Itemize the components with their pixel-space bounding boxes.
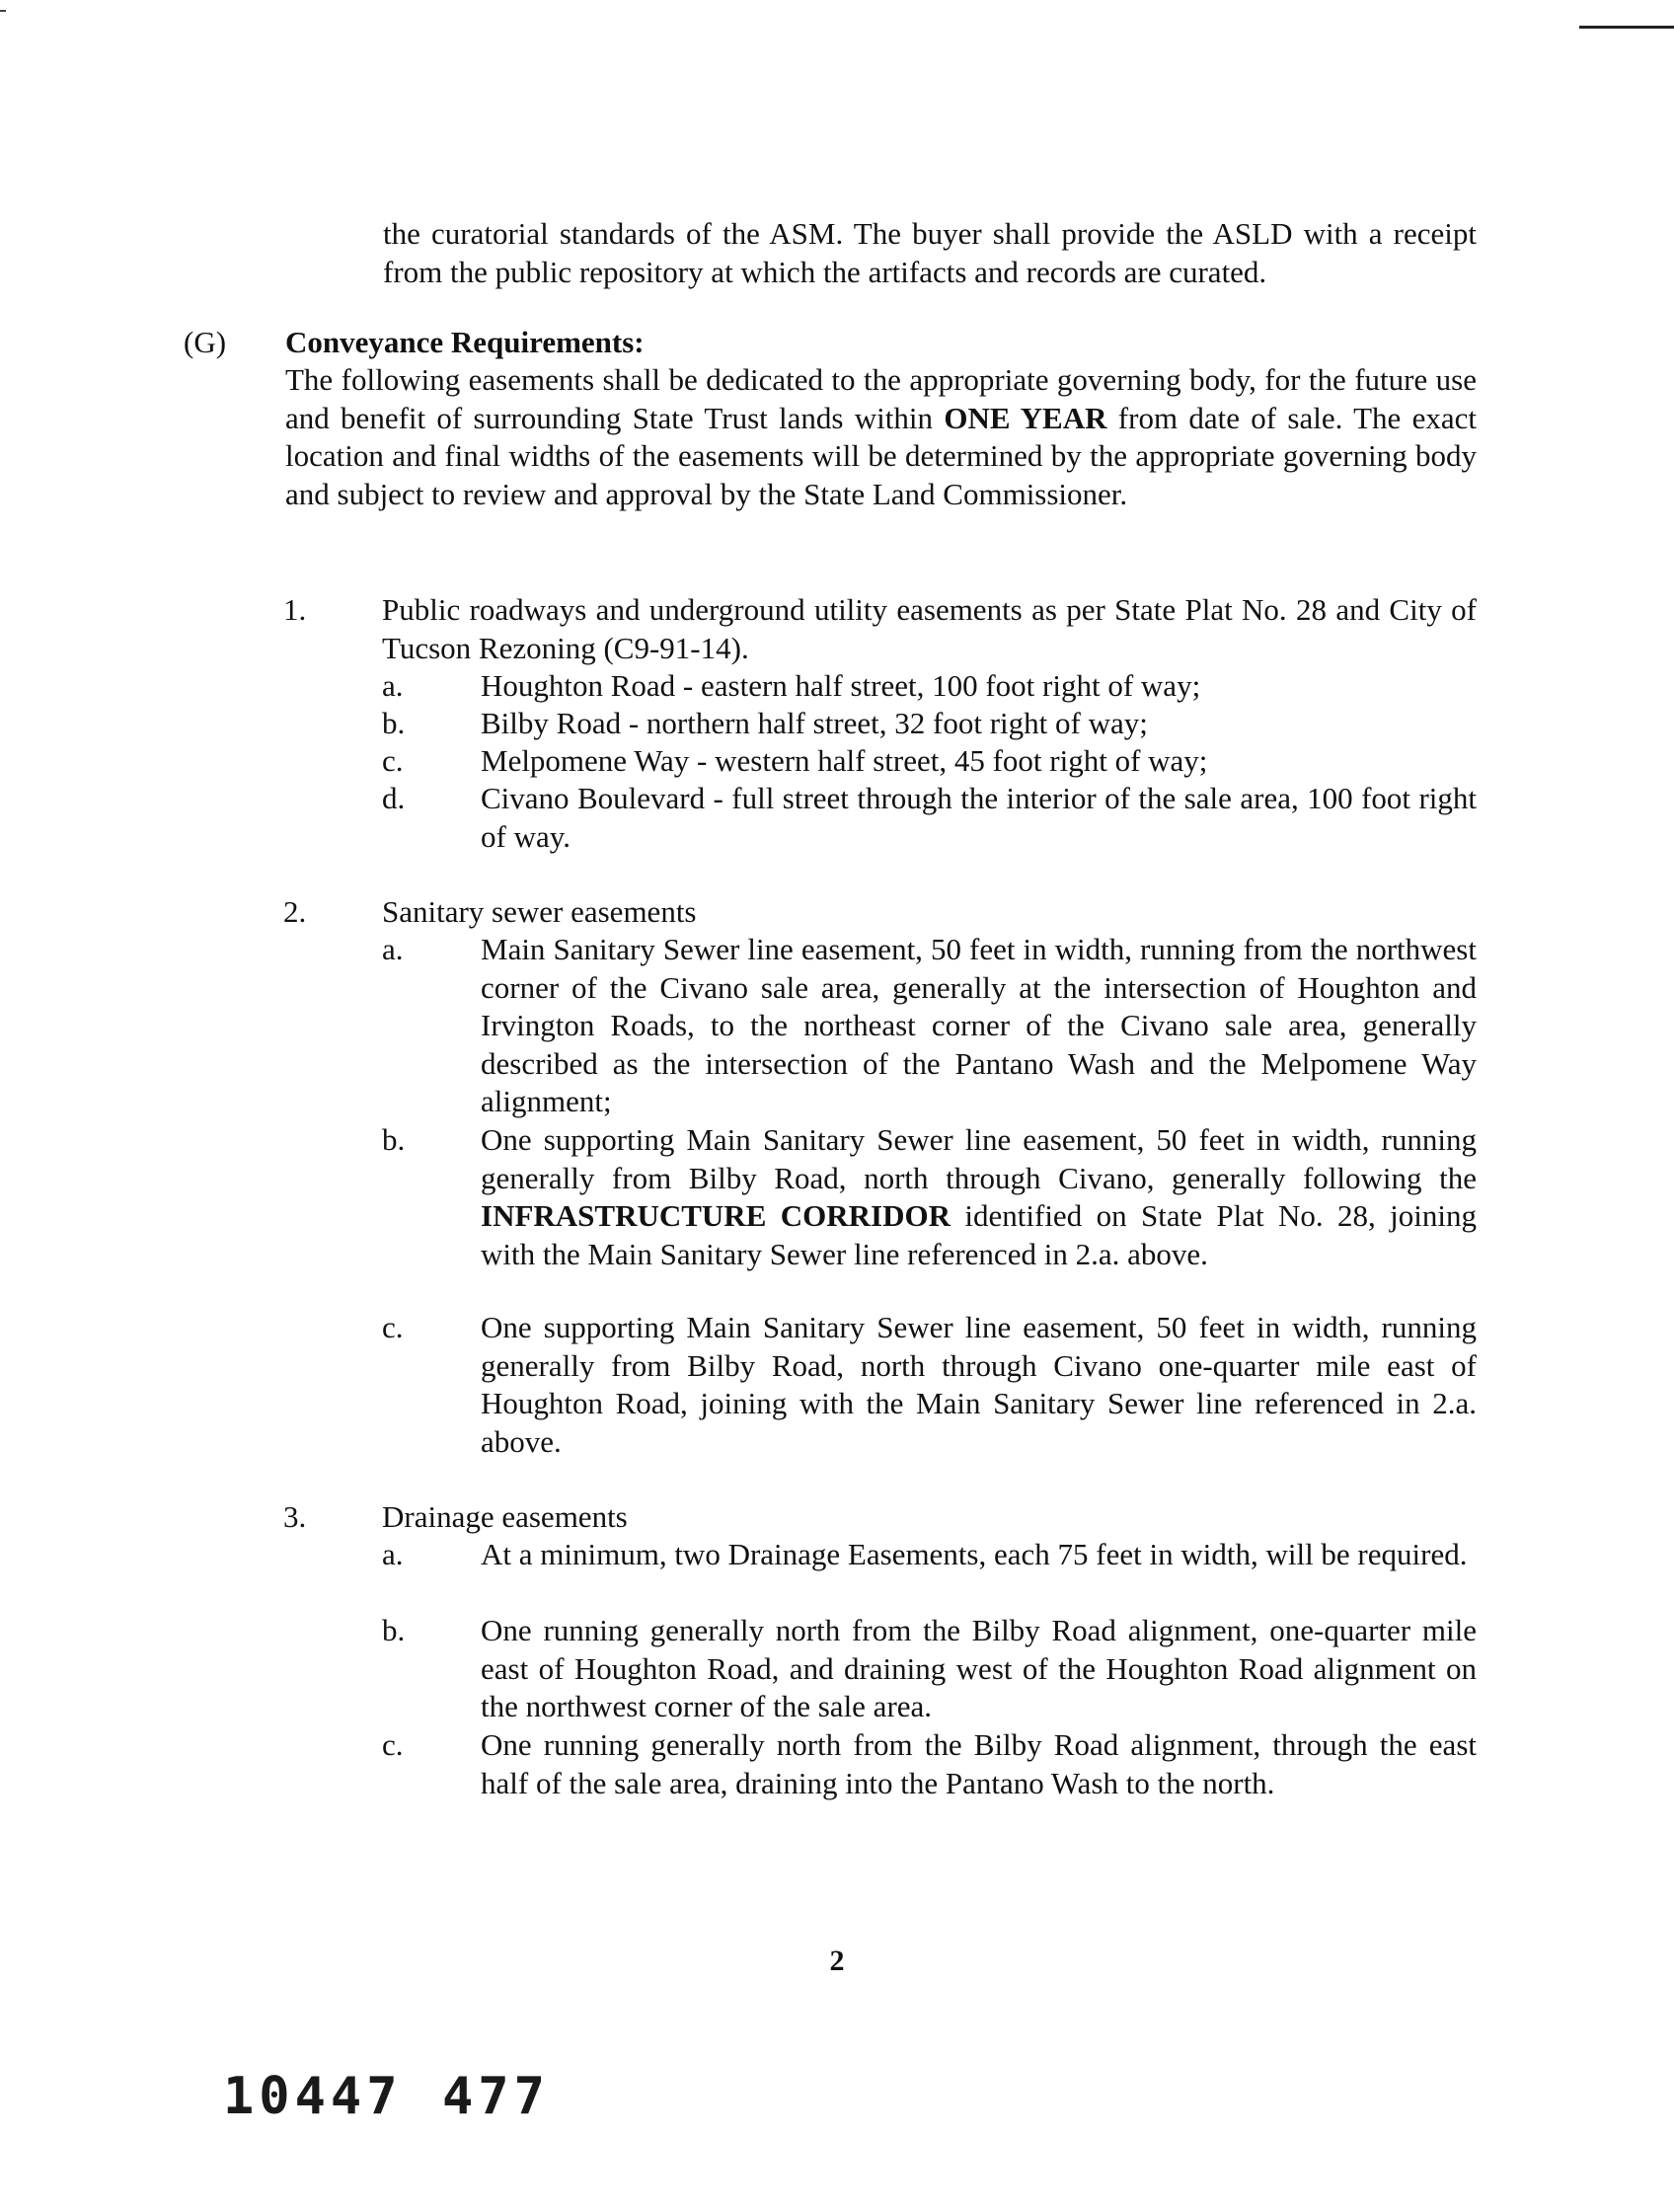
subitem-text: One supporting Main Sanitary Sewer line easement, 50 feet in width, running generally from Bilby Road, north through Civano one-quarter mile east of Houghton Road, joining with the Main Sanitary Sewer line referenced in 2.a. above.: [481, 1310, 1477, 1459]
section-paragraph: [285, 361, 1477, 513]
subitem-letter: c.: [382, 1727, 404, 1762]
subitem-letter: a.: [382, 1537, 404, 1571]
subitem-text: One running generally north from the Bilby Road alignment, through the east half of the sale area, draining into the Pantano Wash to the north.: [481, 1727, 1477, 1800]
subitem-letter: b.: [382, 706, 406, 740]
subitem-letter: d.: [382, 781, 406, 815]
intro-paragraph: the curatorial standards of the ASM. The buyer shall provide the ASLD with a receipt from the public repository at which the artifacts and records are curated.: [383, 216, 1477, 289]
subitem-text: Civano Boulevard - full street through the interior of the sale area, 100 foot right of way.: [481, 781, 1477, 854]
item-text: Public roadways and underground utility easements as per State Plat No. 28 and City of Tucson Rezoning (C9-91-14).: [382, 592, 1477, 665]
subitem-text: At a minimum, two Drainage Easements, each 75 feet in width, will be required.: [481, 1537, 1468, 1571]
scan-artifact-mark: [0, 10, 6, 12]
subitem-text: [481, 1121, 1477, 1273]
section-heading: Conveyance Requirements:: [285, 325, 645, 359]
subitem-text: Main Sanitary Sewer line easement, 50 feet in width, running from the northwest corner of the Civano sale area, generally at the intersection of Houghton and Irvington Roads, to the northeast corner of the Civano sale area, generally described as the intersection of the Pantano Wash and the Melpomene Way alignment;: [481, 932, 1477, 1118]
section-text-end: from date of sale. The exact location and final widths of the easements will be determined by the appropriate governing body and subject to review and approval by the State Land Commissioner.: [285, 400, 1477, 511]
subitem-letter: b.: [382, 1613, 406, 1647]
scan-artifact-line: [1579, 26, 1674, 29]
subitem-text-start: One supporting Main Sanitary Sewer line easement, 50 feet in width, running generally from Bilby Road, north through Civano, generally following the: [481, 1122, 1477, 1195]
subitem-text: Houghton Road - eastern half street, 100 foot right of way;: [481, 668, 1201, 703]
subitem-letter: c.: [382, 1310, 404, 1344]
section-label: (G): [184, 325, 227, 359]
subitem-text-emphasis: INFRASTRUCTURE CORRIDOR: [481, 1198, 951, 1233]
subitem-text-end: identified on State Plat No. 28, joining with the Main Sanitary Sewer line referenced in 2.a. above.: [481, 1198, 1477, 1271]
subitem-letter: b.: [382, 1122, 406, 1157]
subitem-letter: a.: [382, 668, 404, 703]
item-text: Sanitary sewer easements: [382, 894, 697, 929]
item-number: 3.: [283, 1499, 307, 1534]
subitem-text: One running generally north from the Bilby Road alignment, one-quarter mile east of Houghton Road, and draining west of the Houghton Road alignment on the northwest corner of the sale area.: [481, 1613, 1477, 1723]
item-text: Drainage easements: [382, 1499, 628, 1534]
section-text-emphasis: ONE YEAR: [944, 400, 1107, 435]
section-text-start: The following easements shall be dedicated to the appropriate governing body, for the future use and benefit of surrounding State Trust lands within: [285, 362, 1477, 435]
item-number: 2.: [283, 894, 307, 929]
recording-book-number: 10447: [223, 2067, 403, 2126]
item-number: 1.: [283, 592, 307, 627]
subitem-letter: c.: [382, 743, 404, 778]
recording-page-number: 477: [442, 2067, 550, 2126]
subitem-letter: a.: [382, 932, 404, 966]
subitem-text: Bilby Road - northern half street, 32 foot right of way;: [481, 706, 1148, 740]
subitem-text: Melpomene Way - western half street, 45 foot right of way;: [481, 743, 1208, 778]
page-number: 2: [829, 1945, 845, 1977]
